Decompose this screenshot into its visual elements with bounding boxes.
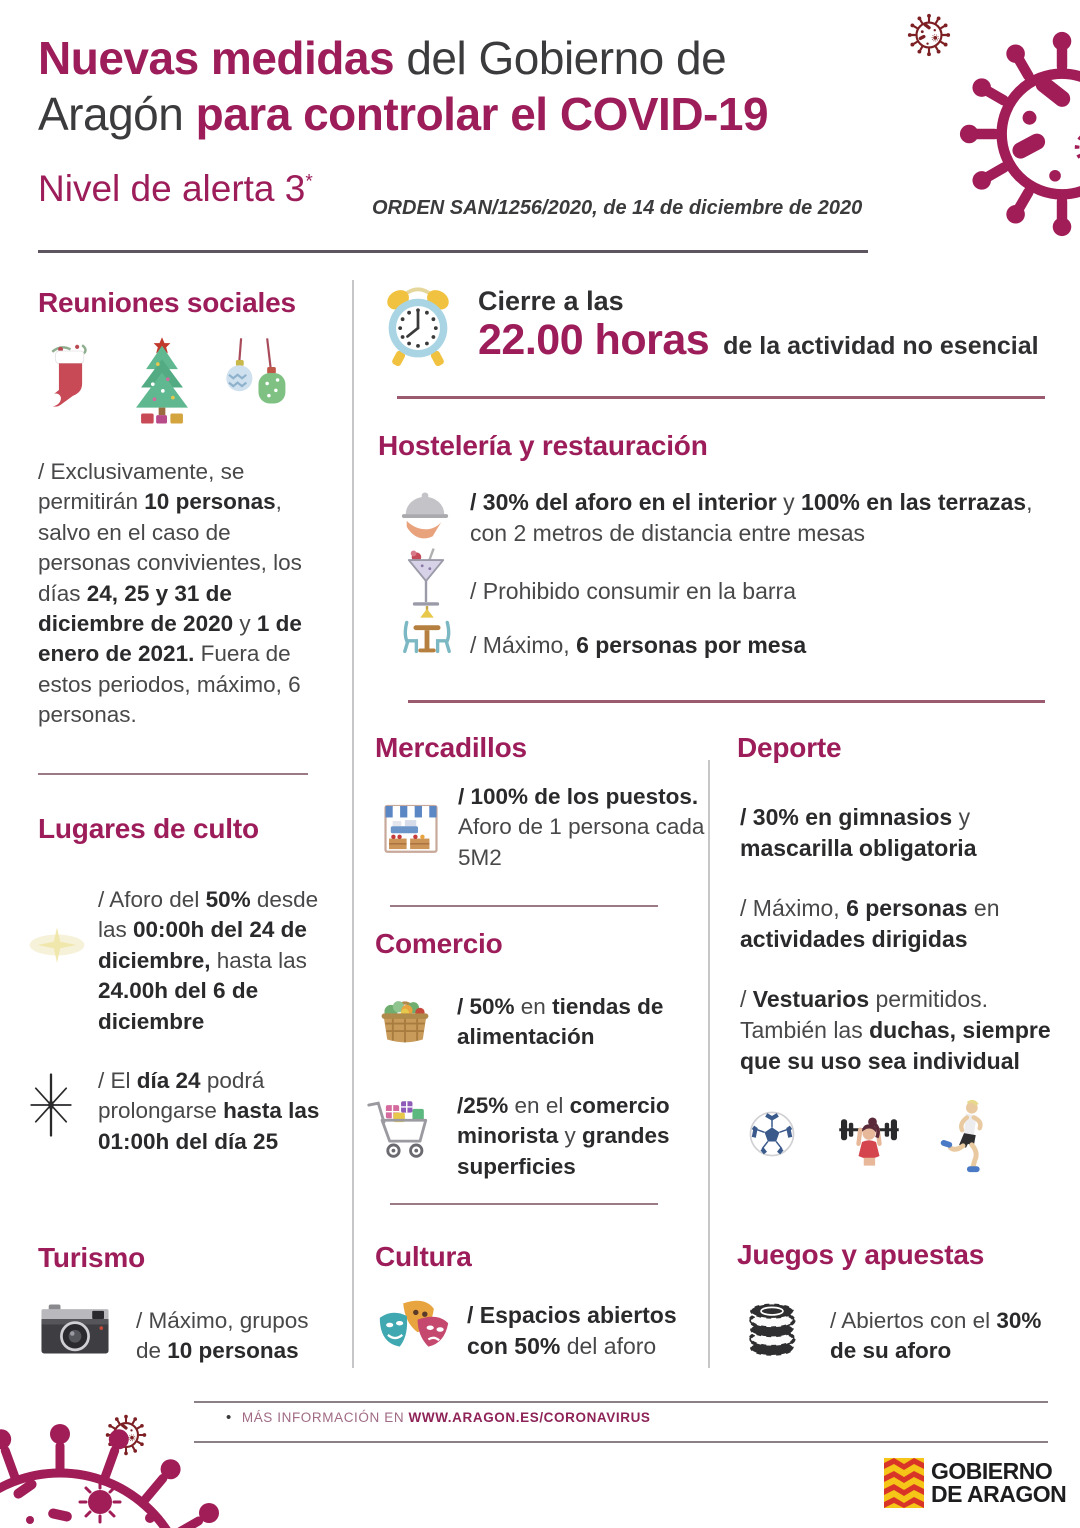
deporte-item: / Vestuarios permitidos. También las duchas, siempre que su uso sea individual	[740, 986, 1051, 1075]
column-divider-right	[708, 760, 710, 1368]
section-heading-juegos: Juegos y apuestas	[737, 1239, 985, 1270]
alert-asterisk: *	[305, 171, 313, 193]
theater-masks-icon	[378, 1296, 450, 1354]
section-heading-mercadillos: Mercadillos	[375, 732, 527, 763]
hosteleria-item: / Prohibido consumir en la barra	[470, 578, 796, 604]
footer-rule-top	[194, 1401, 1048, 1403]
cierre-suffix: de la actividad no esencial	[723, 332, 1039, 360]
logo-line2: DE ARAGON	[931, 1481, 1067, 1507]
weightlifting-icon	[834, 1110, 904, 1174]
hosteleria-item: / Máximo, 6 personas por mesa	[470, 632, 807, 658]
glow-star-icon	[24, 916, 90, 974]
logo-line1: GOBIERNO	[931, 1458, 1053, 1485]
shopping-cart-icon	[364, 1088, 440, 1162]
reuniones-paragraph: / Exclusivamente, se permitirán 10 personas, salvo en el caso de personas convivientes, los días 24, 25 y 31 de diciembre de 2020 y 1 de enero de 2021. Fuera de estos periodos, máximo, 6 personas.	[38, 459, 302, 727]
table-chairs-icon	[396, 606, 458, 662]
sparkle-star-icon	[22, 1057, 80, 1153]
serving-cloche-icon	[399, 489, 451, 545]
section-divider	[38, 773, 308, 775]
aragon-shield-icon	[884, 1458, 924, 1508]
mercadillos-item: / 100% de los puestos. Aforo de 1 persona cada 5M2	[458, 784, 705, 870]
alarm-clock-icon	[374, 282, 462, 370]
section-divider	[390, 905, 658, 907]
page-title: Nuevas medidas del Gobierno de Aragón para controlar el COVID-19	[38, 32, 769, 141]
gobierno-aragon-logo	[884, 1458, 1066, 1508]
running-icon	[938, 1098, 992, 1178]
section-divider	[390, 1203, 658, 1205]
poker-chips-icon	[744, 1296, 800, 1360]
section-heading-turismo: Turismo	[38, 1242, 145, 1273]
rule	[408, 700, 1045, 703]
section-heading-cultura: Cultura	[375, 1241, 472, 1272]
grocery-basket-icon	[376, 988, 434, 1048]
cierre-prefix: Cierre a las	[478, 286, 624, 316]
turismo-item: / Máximo, grupos de 10 personas	[136, 1308, 309, 1364]
column-divider-left	[352, 280, 354, 1368]
section-heading-reuniones: Reuniones sociales	[38, 287, 296, 318]
soccer-ball-icon	[748, 1110, 796, 1158]
cierre-line	[478, 316, 1039, 365]
comercio-item: / 50% en tiendas de alimentación	[457, 994, 664, 1050]
bullet-icon: •	[226, 1409, 232, 1426]
virus-large-icon	[946, 18, 1080, 250]
footer-url: WWW.ARAGON.ES/CORONAVIRUS	[408, 1410, 651, 1425]
cierre-time: 22.00 horas	[478, 316, 710, 364]
rule	[397, 396, 1045, 399]
order-reference: ORDEN SAN/1256/2020, de 14 de diciembre de 2020	[372, 197, 863, 219]
hosteleria-item: / 30% del aforo en el interior y 100% en las terrazas, con 2 metros de distancia entre mesas	[470, 489, 1033, 547]
christmas-stocking-icon	[44, 333, 102, 427]
alert-level: Nivel de alerta 3*	[38, 168, 313, 209]
camera-icon	[36, 1300, 114, 1358]
section-heading-deporte: Deporte	[737, 732, 842, 763]
deporte-item: / Máximo, 6 personas en actividades dirigidas	[740, 895, 1000, 953]
lugares-item: / El día 24 podrá prolongarse hasta las 01:00h del día 25	[98, 1068, 320, 1154]
market-stall-icon	[382, 799, 440, 857]
section-heading-comercio: Comercio	[375, 928, 503, 959]
deporte-item: / 30% en gimnasios y mascarilla obligatoria	[740, 804, 977, 862]
comercio-item: /25% en el comercio minorista y grandes superficies	[457, 1093, 670, 1179]
footer-rule-bottom	[194, 1441, 1048, 1443]
lugares-item: / Aforo del 50% desde las 00:00h del 24 de diciembre, hasta las 24.00h del 6 de diciembre	[98, 887, 319, 1034]
header-rule	[38, 250, 868, 253]
christmas-ornaments-icon	[222, 334, 288, 426]
section-heading-hosteleria: Hostelería y restauración	[378, 430, 708, 461]
footer-info: • MÁS INFORMACIÓN EN WWW.ARAGON.ES/CORONAVIRUS	[226, 1409, 651, 1426]
cultura-item: / Espacios abiertos con 50% del aforo	[467, 1302, 677, 1360]
section-heading-lugares: Lugares de culto	[38, 813, 259, 844]
virus-corner-icon	[0, 1408, 220, 1528]
christmas-tree-icon	[126, 331, 198, 429]
juegos-item: / Abiertos con el 30% de su aforo	[830, 1308, 1042, 1364]
